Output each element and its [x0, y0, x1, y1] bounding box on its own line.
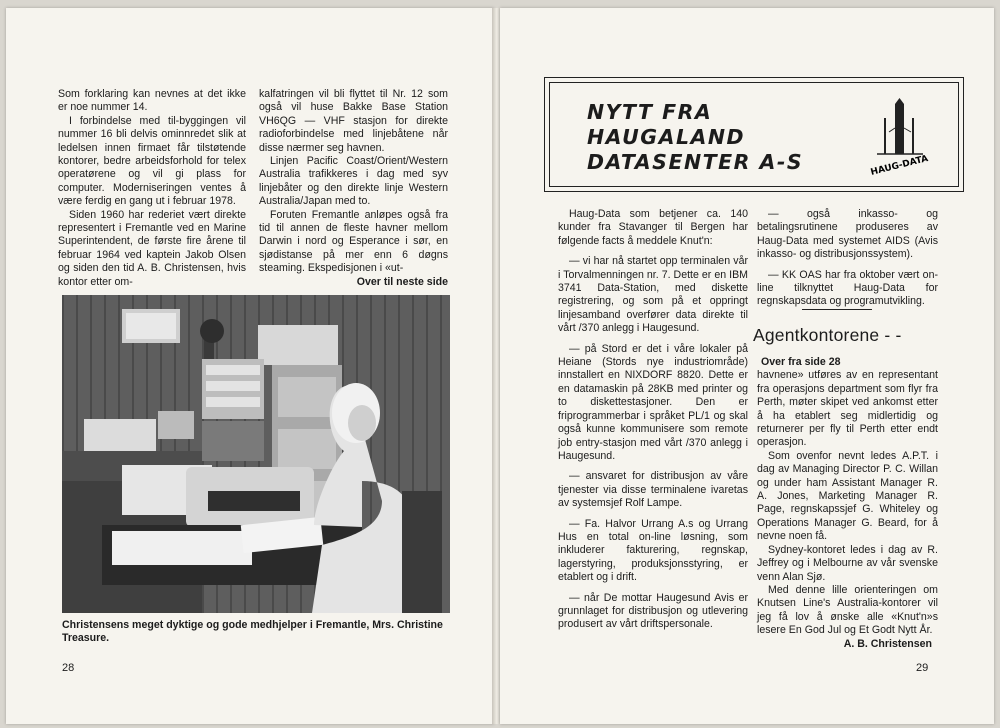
paragraph: Siden 1960 har rederiet vært direkte representert i Fremantle ved en Marine Superintendent, de første fire årene til februar 1964 ved kaptein Jakob Olsen og siden den tid A. B. Christensen, hvis kontor etter om-: [58, 208, 246, 288]
paragraph: — Fa. Halvor Urrang A.s og Urrang Hus en total on-line løsning, som inkluderer fakturering, regnskap, lagerstyring, produksjonsstyring, er etablert og i drift.: [558, 517, 748, 584]
continued-from-label: Over fra side 28: [761, 356, 841, 368]
paragraph: Med denne lille orienteringen om Knutsen Line's Australia-kontorer vil jeg få lov å ønske alle «Knut'n»s lesere En God Jul og Et Godt Nytt År.: [757, 583, 938, 637]
paragraph: Linjen Pacific Coast/Orient/Western Australia trafikkeres i dag med syv linjebåter og den direkte linje Western Australia/Japan med to.: [259, 155, 448, 208]
header-box: [544, 77, 964, 192]
paragraph: Sydney-kontoret ledes i dag av R. Jeffrey og i Melbourne av vår svenske venn Alan Sjø.: [757, 543, 938, 583]
paragraph: — på Stord er det i våre lokaler på Heiane (Stords nye industriområde) innstallert en NIXDORF 8820. Dette er en datamaskin på 28KB med printer og to diskettestasjoner. Den er friprogrammerbar i språket PL/1 og skal også kunne kommunisere som remote job entry-stasjon med vårt /370 anlegg i Haugesund.: [558, 342, 748, 462]
right-column-2-top: [757, 208, 938, 309]
paragraph: — KK OAS har fra oktober vært on-line tilknyttet Haug-Data for regnskapsdata og programutvikling.: [757, 268, 938, 308]
paragraph: I forbindelse med til-byggingen vil nummer 16 bli delvis ominnredet slik at ledelsen innen firmaet får tilstøtende kontorer, bedre arbeidsforhold for telex operatørene og vil gi plass for computer. Moderniseringen ventes å være ferdig en gang ut i februar 1978.: [58, 114, 246, 208]
signature: A. B. Christensen: [843, 637, 932, 650]
section-divider: [802, 309, 872, 310]
left-column-1: [58, 88, 246, 289]
page-number-right: 29: [916, 662, 929, 674]
paragraph: kalfatringen vil bli flyttet til Nr. 12 som også vil huse Bakke Base Station VH6QG — VHF stasjon for direkte radioforbindelse med linjebåtene når disse nærmer seg havnen.: [259, 88, 448, 154]
paragraph: — når De mottar Haugesund Avis er grunnlaget for distribusjon og utlevering produsert av vårt driftspersonale.: [558, 591, 748, 631]
continue-label: Over til neste side: [356, 275, 448, 288]
paragraph: havnene» utføres av en representant fra operasjons department som flyr fra Perth, møter skipet ved ankomst etter å ha etablert seg midlertidig og returnerer per fly til Perth etter endt operasjon.: [757, 369, 938, 449]
photo-caption: Christensens meget dyktige og gode medhjelper i Fremantle, Mrs. Christine Treasure.: [62, 619, 443, 645]
logo-text: HAUG-DATA: [869, 153, 930, 178]
header-title-line: HAUGALAND: [587, 125, 746, 149]
paragraph: — også inkasso- og betalingsrutinene produseres av Haug-Data med systemet AIDS (Avis inkasso- og distribusjonssystem).: [757, 208, 938, 261]
office-photo: [62, 295, 450, 613]
office-photo-illustration: [62, 295, 450, 613]
right-column-2-bottom: [757, 356, 938, 651]
paragraph: — ansvaret for distribusjon av våre tjenester via disse terminalene ivaretas av systemsjef Rolf Lampe.: [558, 470, 748, 510]
paragraph: Som ovenfor nevnt ledes A.P.T. i dag av Managing Director P. C. Willan og under ham Assistant Manager R. A. Jones, Marketing Manager R. Page, regnskapssjef G. Whiteley og Operations Manager G. Beard, for å nevne noen få.: [757, 449, 938, 543]
paragraph: Haug-Data som betjener ca. 140 kunder fra Stavanger til Bergen har følgende facts å meddele Knut'n:: [558, 208, 748, 247]
paragraph: — vi har nå startet opp terminalen vår i Torvalmenningen nr. 7. Dette er en IBM 3741 Data-Station, med diskette registrering, og som på et oppringt linjesamband overfører data direkte til vårt /370 anlegg i Haugesund.: [558, 255, 748, 335]
paragraph: Som forklaring kan nevnes at det ikke er noe nummer 14.: [58, 88, 246, 114]
page-number-left: 28: [62, 662, 75, 674]
left-column-2: [259, 88, 448, 289]
header-title: [587, 100, 803, 175]
agent-section-title: Agentkontorene - -: [753, 325, 902, 345]
header-title-line: NYTT FRA: [587, 100, 713, 124]
paragraph: Foruten Fremantle anløpes også fra tid til annen de fleste havner mellom Darwin i nord og Esperance i sør, en sjødistanse på mer enn 6 døgns steaming. Ekspedisjonen i «ut-: [259, 208, 448, 275]
left-page: [6, 8, 494, 724]
header-title-line: DATASENTER A-S: [587, 150, 804, 174]
right-column-1: [558, 208, 748, 632]
right-page: [500, 8, 994, 724]
haug-data-logo: [855, 98, 945, 178]
